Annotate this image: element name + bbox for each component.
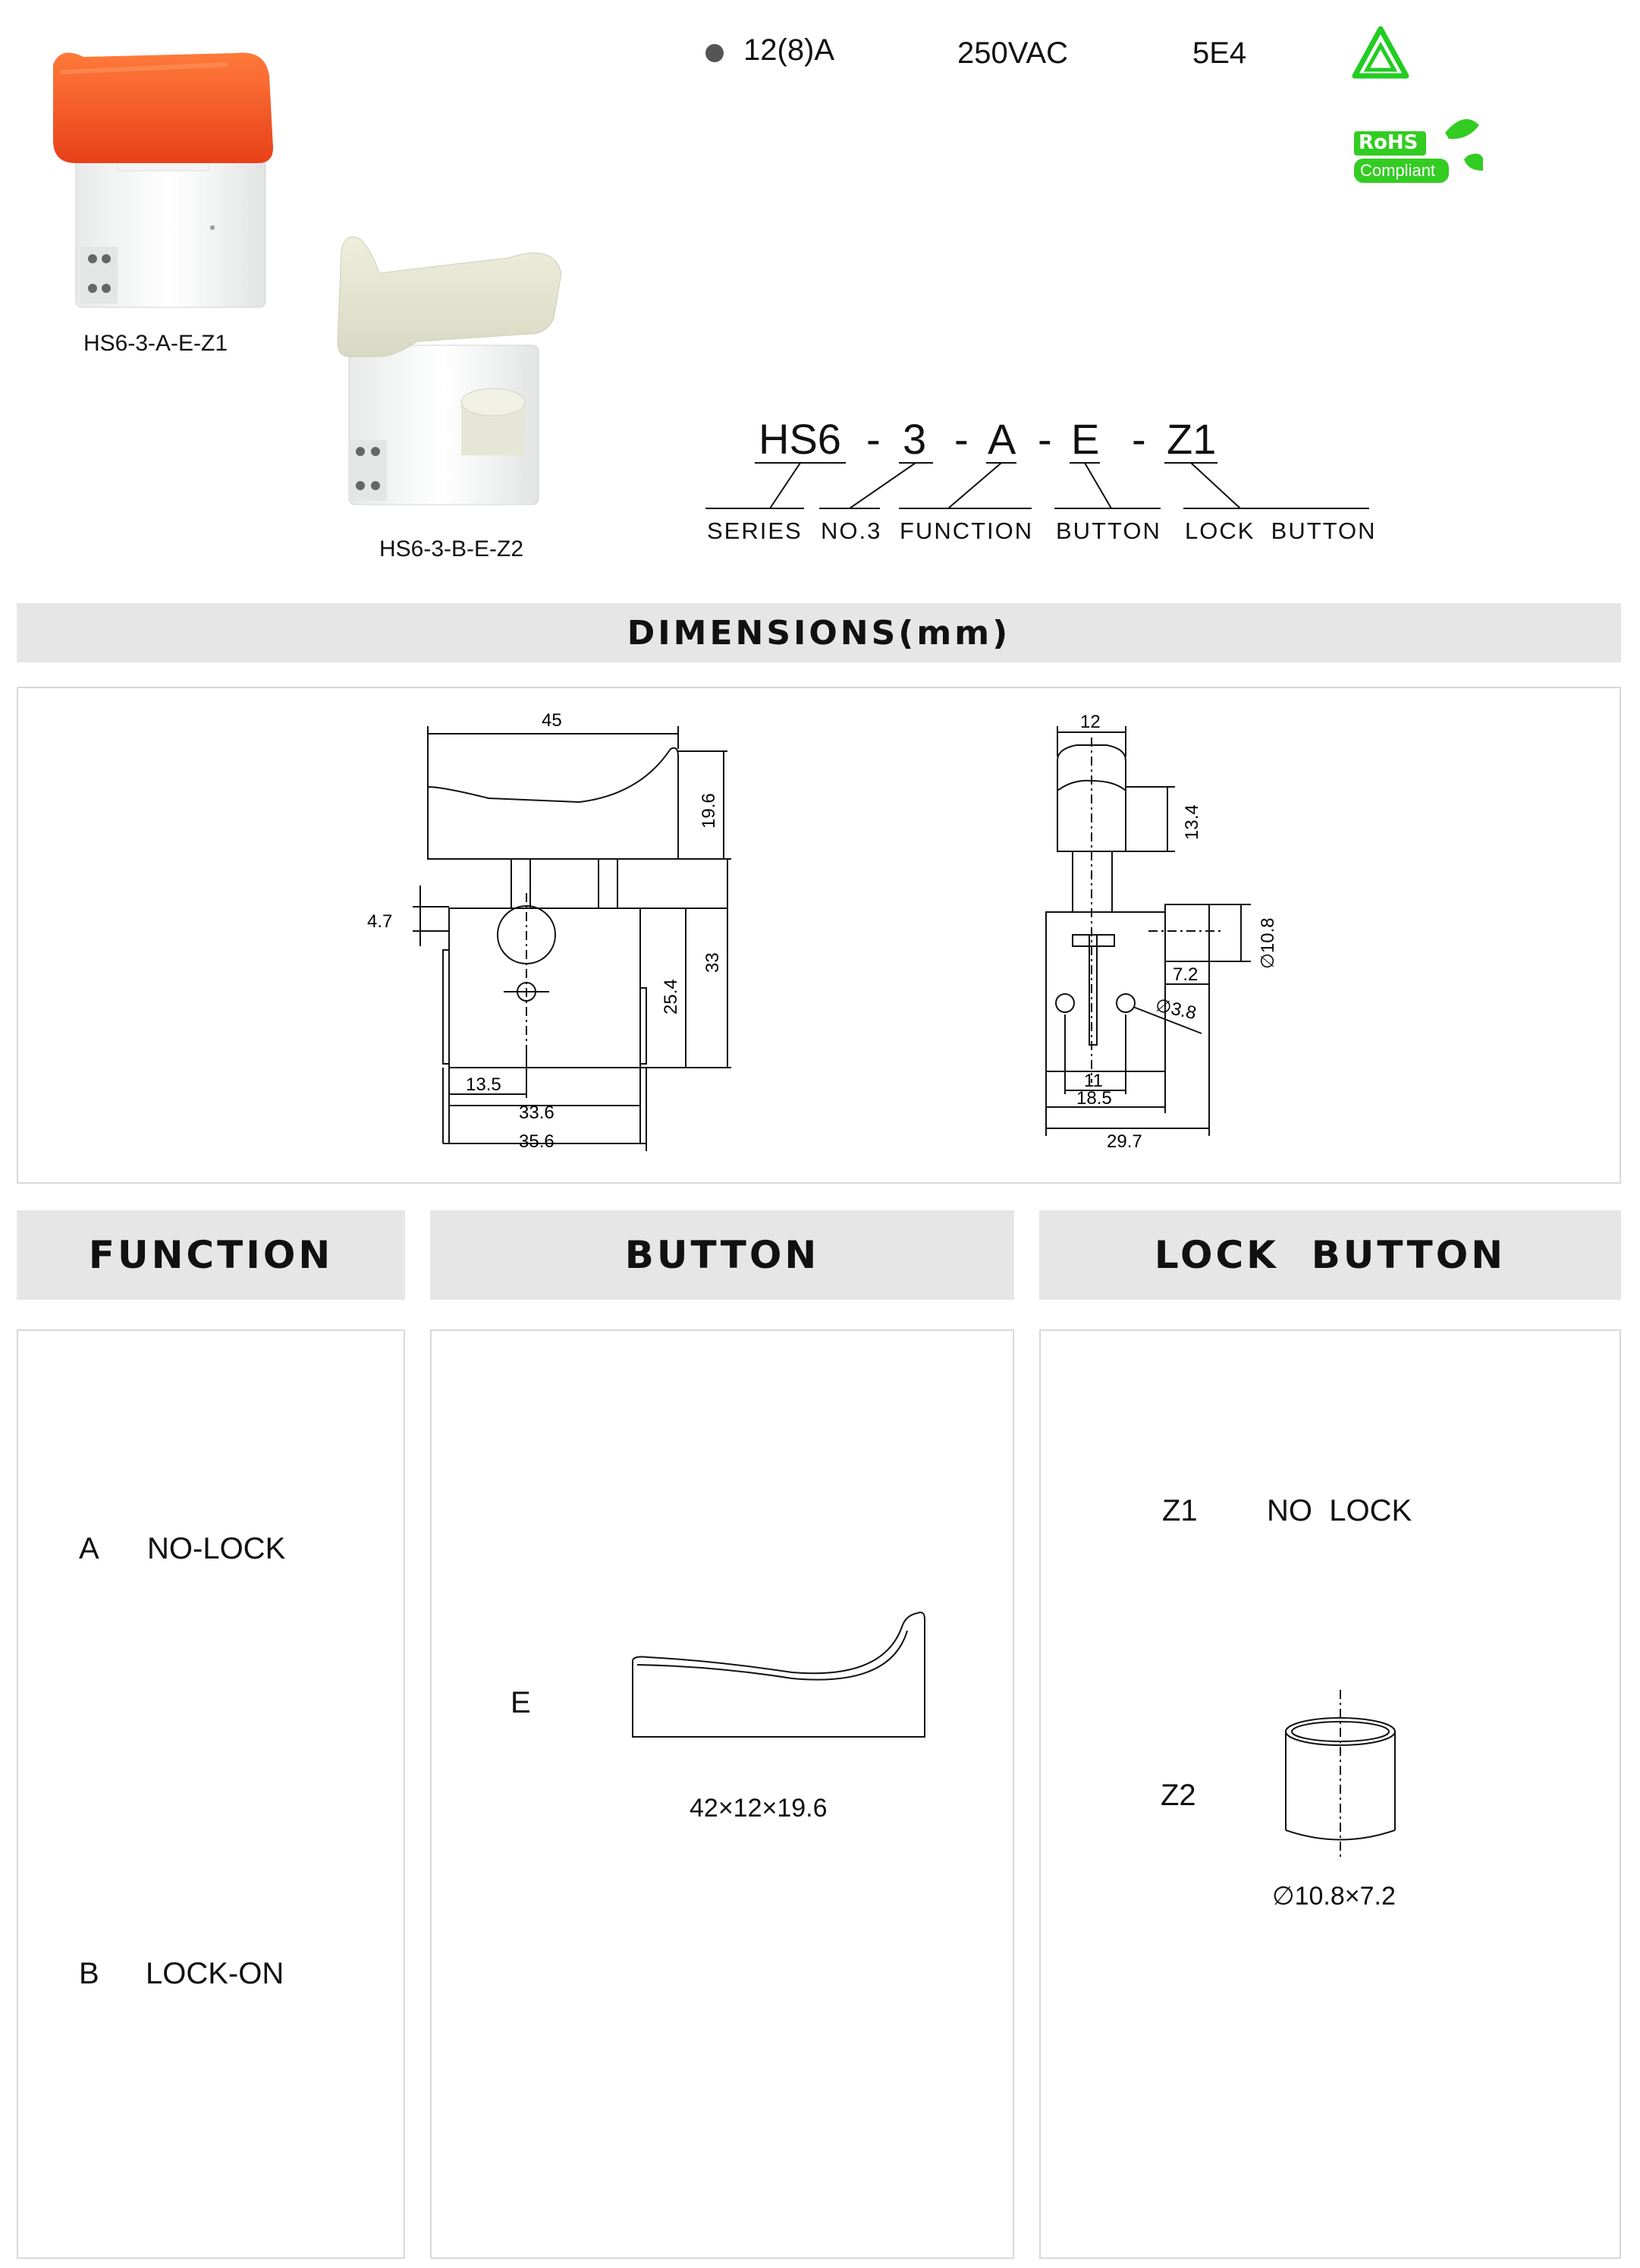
lock-code-z2: Z2 (1161, 1779, 1196, 1812)
button-size-e: 42×12×19.6 (690, 1794, 828, 1823)
dim-front-height-button: 19.6 (699, 793, 719, 829)
desc-series: SERIES (707, 517, 803, 544)
dim-side-lock-length: 7.2 (1173, 964, 1199, 985)
dimensions-header (17, 603, 1621, 662)
dim-side-width-top: 12 (1080, 712, 1101, 732)
product-label-b: HS6-3-B-E-Z2 (379, 536, 524, 561)
dim-front-height-body: 33 (702, 952, 723, 973)
function-header (17, 1210, 405, 1300)
certification-triangle-icon (1350, 23, 1411, 83)
dim-front-width-top: 45 (542, 710, 562, 731)
dim-front-width-inner: 33.6 (519, 1103, 555, 1123)
code-sep-3: - (1038, 415, 1052, 463)
dim-front-height-inner: 25.4 (661, 979, 681, 1014)
function-code-a: A (79, 1532, 99, 1565)
button-title: BUTTON (624, 1233, 820, 1277)
function-code-b: B (79, 1957, 99, 1990)
lock-button-header (1039, 1210, 1621, 1300)
product-label-a: HS6-3-A-E-Z1 (83, 331, 228, 356)
function-label-a: NO-LOCK (147, 1532, 286, 1565)
code-number: 3 (903, 415, 927, 463)
lock-button-title: LOCK BUTTON (1154, 1233, 1506, 1277)
desc-lock-button: LOCK BUTTON (1185, 517, 1377, 544)
dim-side-width-mid: 18.5 (1076, 1088, 1112, 1109)
dim-side-hole-spacing: 11 (1084, 1071, 1103, 1091)
function-title: FUNCTION (88, 1233, 334, 1277)
code-series: HS6 (759, 415, 841, 463)
code-sep-2: - (954, 415, 969, 463)
rohs-compliant-badge (1354, 110, 1483, 186)
code-sep-1: - (866, 415, 881, 463)
spec-current: 12(8)A (743, 33, 835, 67)
dimension-drawings (18, 688, 1620, 1182)
bullet-icon (705, 44, 724, 62)
dimensions-title: DIMENSIONS(mm) (627, 613, 1011, 653)
desc-no: NO.3 (821, 517, 882, 544)
part-code-diagram (698, 410, 1381, 561)
spec-voltage: 250VAC (957, 36, 1069, 70)
code-button: E (1071, 415, 1100, 463)
dim-side-hole-diameter: ∅3.8 (1153, 995, 1199, 1024)
desc-button: BUTTON (1056, 517, 1161, 544)
dim-side-height-button: 13.4 (1182, 804, 1202, 840)
rohs-text: RoHS (1359, 131, 1419, 154)
button-code-e: E (511, 1686, 531, 1719)
button-panel (430, 1329, 1014, 2259)
lock-z2-drawing (1276, 1686, 1405, 1861)
lock-button-panel (1039, 1329, 1621, 2259)
code-function: A (988, 415, 1016, 463)
dim-side-width-total: 29.7 (1107, 1131, 1142, 1152)
function-panel (17, 1329, 405, 2259)
lock-label-z1: NO LOCK (1267, 1494, 1412, 1527)
dim-front-hole-offset: 13.5 (466, 1074, 501, 1095)
dimensions-panel (17, 687, 1621, 1184)
code-sep-4: - (1132, 415, 1146, 463)
lock-size-z2: ∅10.8×7.2 (1272, 1882, 1396, 1911)
product-image-a (46, 42, 288, 322)
function-label-b: LOCK-ON (146, 1957, 284, 1990)
dim-side-diameter-lock: ∅10.8 (1258, 917, 1278, 969)
product-image-b (326, 228, 577, 516)
lock-code-z1: Z1 (1162, 1494, 1198, 1527)
desc-function: FUNCTION (900, 517, 1034, 544)
code-lock: Z1 (1167, 415, 1217, 463)
dim-front-width-outer: 35.6 (519, 1131, 555, 1152)
spec-life: 5E4 (1192, 36, 1247, 70)
button-e-drawing (625, 1604, 944, 1756)
compliant-text: Compliant (1360, 161, 1436, 180)
button-header (430, 1210, 1014, 1300)
dim-front-offset-left: 4.7 (367, 911, 393, 932)
